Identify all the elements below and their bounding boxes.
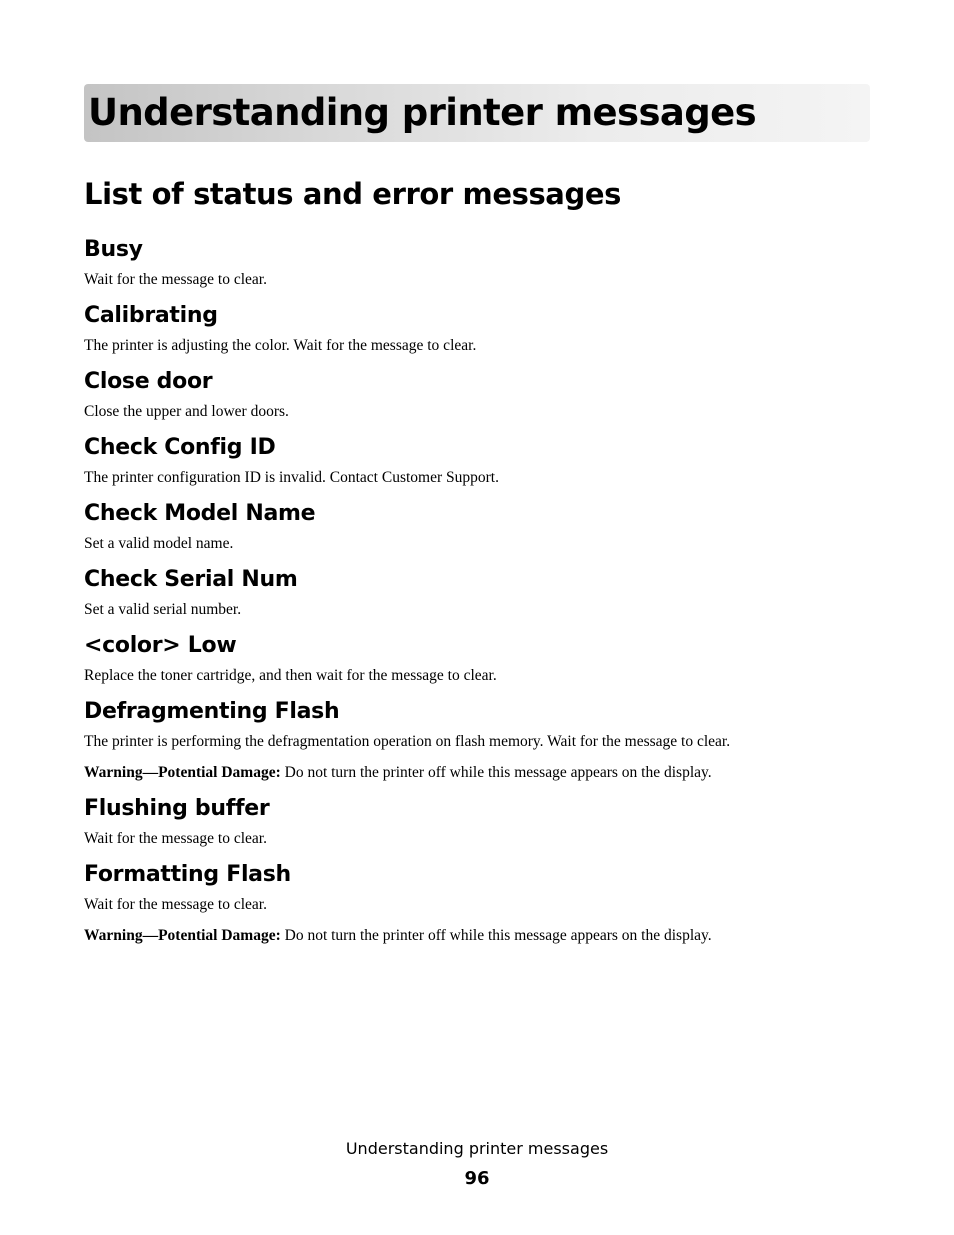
message-heading: Check Serial Num	[84, 567, 298, 592]
message-entry-check-model-name	[84, 498, 874, 554]
footer-chapter-title: Understanding printer messages	[345, 1139, 609, 1158]
page-number: 96	[464, 1168, 490, 1189]
section-title: List of status and error messages	[84, 177, 621, 211]
message-description: Wait for the message to clear.	[84, 830, 267, 847]
message-entry-busy	[84, 234, 874, 290]
message-heading: Check Model Name	[84, 501, 316, 526]
chapter-title: Understanding printer messages	[88, 91, 757, 134]
message-entry-calibrating	[84, 300, 874, 356]
warning-text: Do not turn the printer off while this message appears on the display.	[280, 764, 712, 781]
message-heading: Calibrating	[84, 303, 218, 328]
message-heading: Close door	[84, 369, 213, 394]
message-entry-color-low	[84, 630, 874, 686]
warning-note	[84, 926, 874, 946]
message-heading: <color> Low	[84, 633, 237, 658]
message-entry-close-door	[84, 366, 874, 422]
chapter-banner	[84, 84, 870, 142]
message-description: Set a valid model name.	[84, 535, 234, 552]
warning-label: Warning—Potential Damage:	[84, 927, 281, 944]
message-description: The printer configuration ID is invalid. Contact Customer Support.	[84, 469, 499, 486]
message-list	[84, 234, 874, 956]
message-heading: Check Config ID	[84, 435, 276, 460]
message-heading: Busy	[84, 237, 143, 262]
message-entry-flushing-buffer	[84, 793, 874, 849]
message-entry-check-serial-num	[84, 564, 874, 620]
warning-note	[84, 763, 874, 783]
message-heading: Defragmenting Flash	[84, 699, 340, 724]
warning-text: Do not turn the printer off while this message appears on the display.	[280, 927, 712, 944]
warning-label: Warning—Potential Damage:	[84, 764, 281, 781]
message-entry-check-config-id	[84, 432, 874, 488]
message-entry-formatting-flash	[84, 859, 874, 946]
message-description: Close the upper and lower doors.	[84, 403, 289, 420]
message-entry-defragmenting-flash	[84, 696, 874, 783]
message-heading: Formatting Flash	[84, 862, 291, 887]
message-description: Set a valid serial number.	[84, 601, 242, 618]
message-description: The printer is adjusting the color. Wait for the message to clear.	[84, 337, 477, 354]
message-description: The printer is performing the defragmentation operation on flash memory. Wait for the message to clear.	[84, 733, 731, 750]
message-description: Wait for the message to clear.	[84, 896, 267, 913]
message-description: Wait for the message to clear.	[84, 271, 267, 288]
message-description: Replace the toner cartridge, and then wait for the message to clear.	[84, 667, 497, 684]
message-heading: Flushing buffer	[84, 796, 270, 821]
